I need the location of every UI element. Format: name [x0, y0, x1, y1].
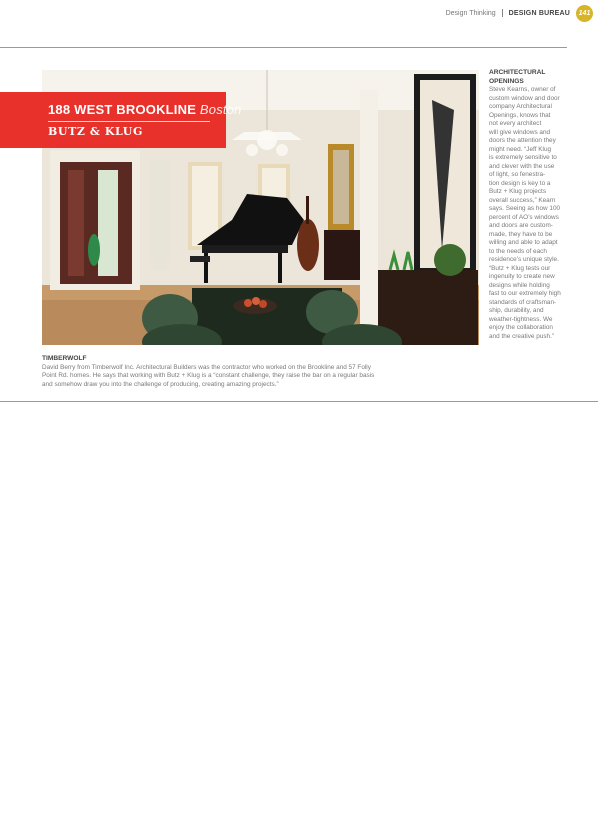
sidebar-text-line: ingenuity to create new	[489, 273, 555, 280]
header-divider	[502, 9, 503, 17]
sidebar-text-line: company Architectural	[489, 103, 552, 110]
sidebar-text-line: not every architect	[489, 120, 542, 127]
sidebar-text-line: willing and able to adapt	[489, 239, 558, 246]
sidebar-body	[489, 86, 571, 341]
section-label: Design Thinking	[445, 9, 496, 17]
feature-title-banner	[0, 92, 242, 148]
sidebar-text-line: and clever with the use	[489, 162, 555, 170]
sidebar-text-line: designs while holding	[489, 281, 550, 289]
caption-heading: TIMBERWOLF	[42, 355, 87, 362]
top-rule	[0, 47, 567, 48]
caption-text-line: David Berry from Timberwolf Inc. Architectural Builders was the contractor who worked on the Brookline and 57 Folly	[42, 363, 371, 371]
sidebar-text-line: might need. “Jeff Klug	[489, 145, 552, 153]
sidebar-text-line: residence’s unique style.	[489, 256, 559, 263]
caption-body	[42, 364, 402, 390]
caption-text-line: Point Rd. homes. He says that working with Butz + Klug is a “constant challenge, they raise the bar on a regular basis	[42, 372, 375, 380]
sidebar-heading: ARCHITECTURAL OPENINGS	[489, 69, 546, 85]
sidebar-text-line: enjoy the collaboration	[489, 324, 553, 331]
sidebar-text-line: tion design is key to a	[489, 179, 551, 187]
sidebar-text-line: says. Seeing as how 100	[489, 205, 561, 212]
sidebar-text-line: will give windows and	[489, 128, 551, 136]
publication-label: DESIGN BUREAU	[508, 9, 570, 17]
sidebar-text-line: weather-tightness. We	[489, 315, 553, 323]
project-address: 188 WEST BROOKLINE	[48, 102, 197, 117]
sidebar-text-line: doors the attention they	[489, 137, 556, 144]
project-city: Boston	[199, 102, 242, 117]
sidebar-text-line: Butz + Klug projects	[489, 188, 547, 195]
sidebar-text-line: fast to our extremely high	[489, 290, 561, 297]
feature-title	[48, 102, 242, 117]
sidebar-text-line: is extremely sensitive to	[489, 154, 557, 161]
sidebar-text-line: custom window and door	[489, 94, 560, 102]
page-number-badge: 141	[576, 5, 593, 22]
sidebar-article	[489, 69, 571, 341]
sidebar-text-line: and the creative push.”	[489, 332, 555, 340]
photo-caption	[42, 355, 402, 389]
caption-text-line: and somehow draw you into the challenge of producing, creating amazing projects.”	[42, 380, 279, 388]
sidebar-text-line: Openings, knows that	[489, 111, 551, 119]
sidebar-text-line: made, they have to be	[489, 230, 553, 238]
bottom-rule	[0, 401, 598, 402]
firm-name: BUTZ & KLUG	[48, 125, 143, 138]
sidebar-text-line: of light, so fenestra-	[489, 171, 546, 178]
sidebar-text-line: overall success,” Kearn	[489, 196, 556, 204]
sidebar-text-line: “Butz + Klug tests our	[489, 264, 551, 272]
sidebar-text-line: Steve Kearns, owner of	[489, 86, 556, 93]
sidebar-text-line: standards of craftsman-	[489, 298, 557, 306]
title-divider	[48, 121, 210, 122]
running-header	[446, 7, 593, 19]
sidebar-text-line: to the needs of each	[489, 247, 547, 255]
sidebar-text-line: percent of AO’s windows	[489, 213, 559, 221]
sidebar-text-line: ship, durability, and	[489, 307, 544, 314]
sidebar-text-line: and doors are custom-	[489, 222, 553, 229]
